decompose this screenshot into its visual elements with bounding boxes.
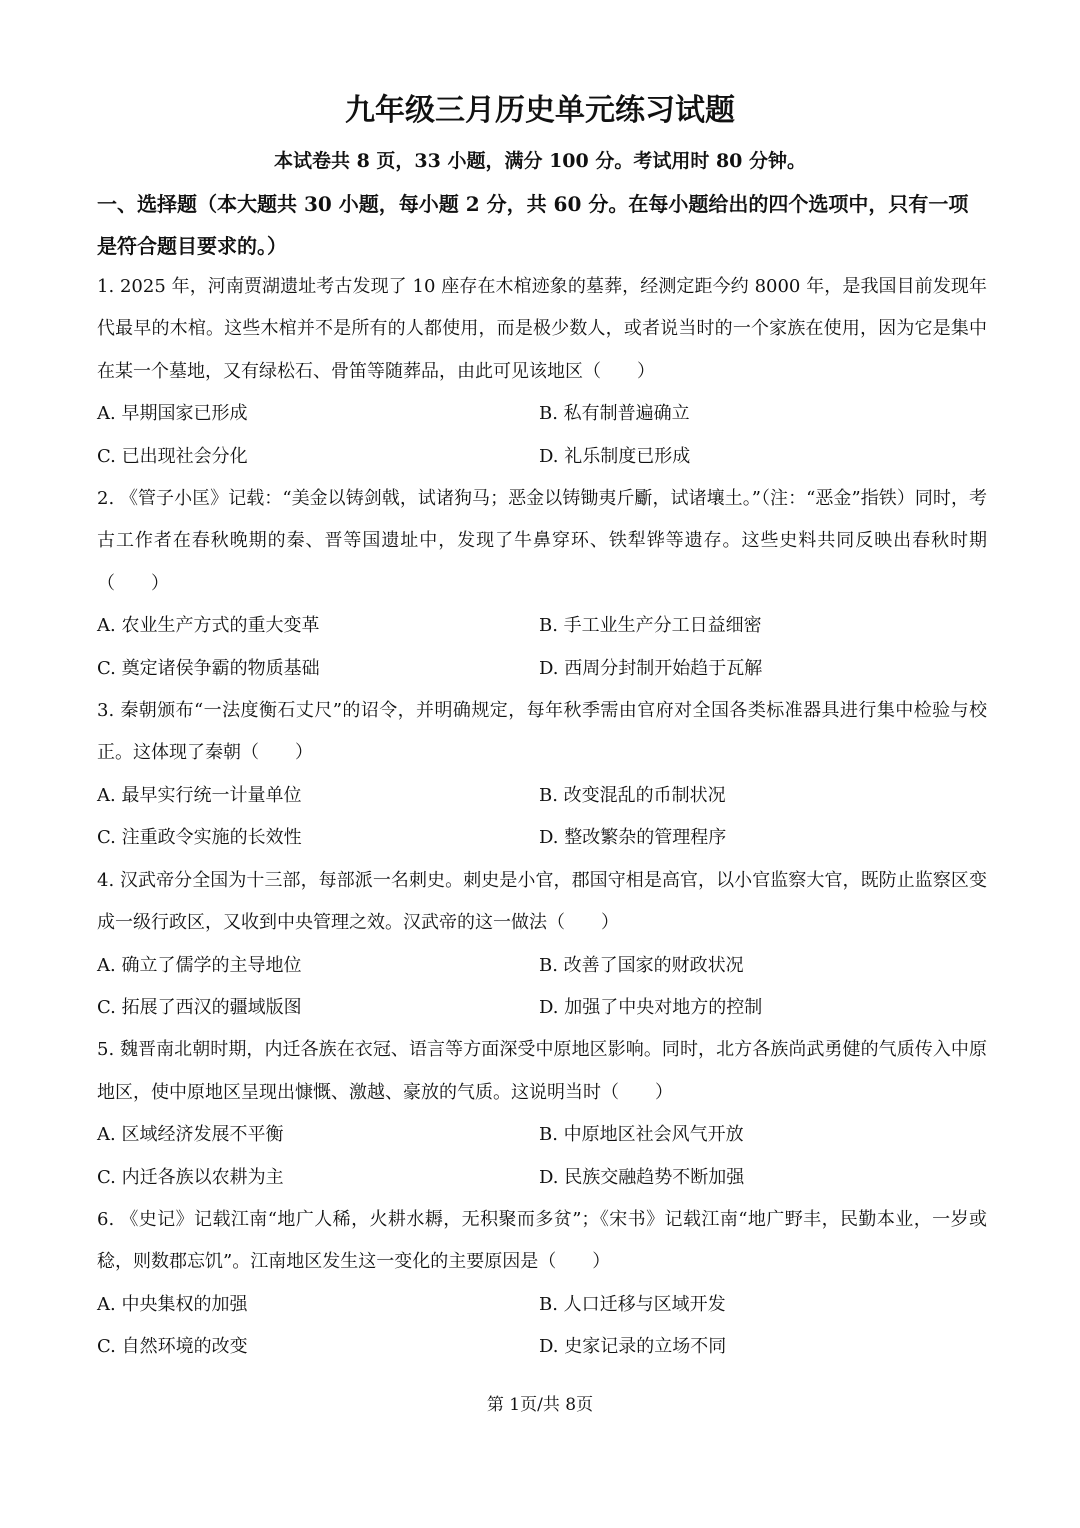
question-5 xyxy=(97,1029,987,1199)
option-grid xyxy=(97,1284,987,1369)
option-d: D. 整改繁杂的管理程序 xyxy=(539,827,727,849)
option-a: A. 最早实行统一计量单位 xyxy=(97,784,302,806)
question-6 xyxy=(97,1199,987,1369)
option-a: A. 农业生产方式的重大变革 xyxy=(97,615,320,637)
option-c: C. 注重政令实施的长效性 xyxy=(97,827,302,849)
option-grid xyxy=(97,945,987,1030)
question-stem: 5. 魏晋南北朝时期，内迁各族在衣冠、语言等方面深受中原地区影响。同时，北方各族尚武勇健的气质传入中原地区，使中原地区呈现出慷慨、激越、豪放的气质。这说明当时（ ） xyxy=(97,1039,987,1103)
page-number: 第 1页/共 8页 xyxy=(486,1395,594,1415)
option-b: B. 手工业生产分工日益细密 xyxy=(539,615,762,637)
option-b: B. 中原地区社会风气开放 xyxy=(539,1124,744,1146)
question-4 xyxy=(97,860,987,1030)
option-grid xyxy=(97,1114,987,1199)
question-1 xyxy=(97,266,987,478)
option-a: A. 区域经济发展不平衡 xyxy=(97,1124,284,1146)
option-b: B. 人口迁移与区域开发 xyxy=(539,1293,726,1315)
question-2 xyxy=(97,478,987,690)
option-c: C. 内迁各族以农耕为主 xyxy=(97,1166,284,1188)
question-stem: 1. 2025 年，河南贾湖遗址考古发现了 10 座存在木棺迹象的墓葬，经测定距今约 8000 年，是我国目前发现年代最早的木棺。这些木棺并不是所有的人都使用，而是极少数人，或者说当时的一个家族在使用，因为它是集中在某一个墓地，又有绿松石、骨笛等随葬品，由此可见该地区（ ） xyxy=(97,276,987,382)
option-d: D. 礼乐制度已形成 xyxy=(539,445,691,467)
exam-info: 本试卷共 8 页，33 小题，满分 100 分。考试用时 80 分钟。 xyxy=(273,150,807,172)
option-d: D. 民族交融趋势不断加强 xyxy=(539,1166,745,1188)
question-list xyxy=(97,266,987,1369)
question-3 xyxy=(97,690,987,860)
question-stem: 6. 《史记》记载江南“地广人稀，火耕水耨，无积聚而多贫”；《宋书》记载江南“地广野丰，民勤本业，一岁或稔，则数郡忘饥”。江南地区发生这一变化的主要原因是（ ） xyxy=(97,1208,987,1273)
option-b: B. 改善了国家的财政状况 xyxy=(539,954,744,976)
option-grid xyxy=(97,605,987,690)
option-d: D. 西周分封制开始趋于瓦解 xyxy=(539,657,763,679)
option-a: A. 确立了儒学的主导地位 xyxy=(97,954,302,976)
option-d: D. 加强了中央对地方的控制 xyxy=(539,996,763,1018)
section-heading: 一、选择题（本大题共 30 小题，每小题 2 分，共 60 分。在每小题给出的四个选项中，只有一项是符合题目要求的。） xyxy=(97,192,969,258)
option-c: C. 自然环境的改变 xyxy=(97,1336,248,1358)
page-title: 九年级三月历史单元练习试题 xyxy=(345,93,735,128)
option-c: C. 奠定诸侯争霸的物质基础 xyxy=(97,657,320,679)
option-a: A. 中央集权的加强 xyxy=(97,1293,248,1315)
question-stem: 2. 《管子小匡》记载：“美金以铸剑戟，试诸狗马；恶金以铸锄夷斤斸，试诸壤土。”（注：“恶金”指铁）同时，考古工作者在春秋晚期的秦、晋等国遗址中，发现了牛鼻穿环、铁犁铧等遗存。这些史料共同反映出春秋时期（ ） xyxy=(97,488,987,594)
option-b: B. 改变混乱的币制状况 xyxy=(539,784,726,806)
option-d: D. 史家记录的立场不同 xyxy=(539,1336,727,1358)
option-grid xyxy=(97,775,987,860)
question-stem: 3. 秦朝颁布“一法度衡石丈尺”的诏令，并明确规定，每年秋季需由官府对全国各类标准器具进行集中检验与校正。这体现了秦朝（ ） xyxy=(97,700,987,764)
option-b: B. 私有制普遍确立 xyxy=(539,403,690,425)
option-grid xyxy=(97,393,987,478)
option-c: C. 拓展了西汉的疆域版图 xyxy=(97,996,302,1018)
option-a: A. 早期国家已形成 xyxy=(97,403,248,425)
question-stem: 4. 汉武帝分全国为十三部，每部派一名刺史。刺史是小官，郡国守相是高官，以小官监察大官，既防止监察区变成一级行政区，又收到中央管理之效。汉武帝的这一做法（ ） xyxy=(97,869,987,934)
option-c: C. 已出现社会分化 xyxy=(97,445,248,467)
